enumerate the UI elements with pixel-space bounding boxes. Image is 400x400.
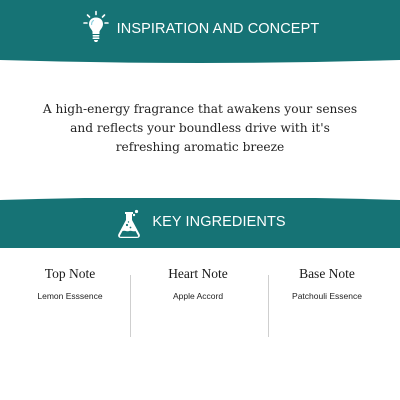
inspiration-title: INSPIRATION AND CONCEPT: [116, 21, 320, 37]
flask-icon: [114, 208, 144, 242]
top-note-value: Lemon Esssence: [37, 291, 103, 301]
heart-note: [133, 265, 263, 301]
heart-note-value: Apple Accord: [172, 291, 224, 301]
ingredients-banner: [0, 198, 400, 256]
heart-note-title: Heart Note: [168, 266, 228, 281]
base-note-title: Base Note: [299, 266, 355, 281]
concept-description: A high-energy fragrance that awakens your senses and reflects your boundless drive with it's refreshing aromatic breeze: [42, 102, 358, 154]
inspiration-header: [0, 0, 400, 58]
notes-list: [0, 265, 400, 345]
lightbulb-icon: [81, 10, 111, 46]
top-note-title: Top Note: [44, 266, 96, 281]
divider-left: [130, 275, 131, 337]
base-note: [262, 265, 392, 301]
ingredients-title: KEY INGREDIENTS: [152, 214, 286, 230]
divider-right: [268, 275, 269, 337]
top-note: [5, 265, 135, 301]
base-note-value: Patchouli Essence: [292, 291, 362, 301]
ingredients-header: [0, 198, 400, 248]
inspiration-banner: [0, 0, 400, 66]
